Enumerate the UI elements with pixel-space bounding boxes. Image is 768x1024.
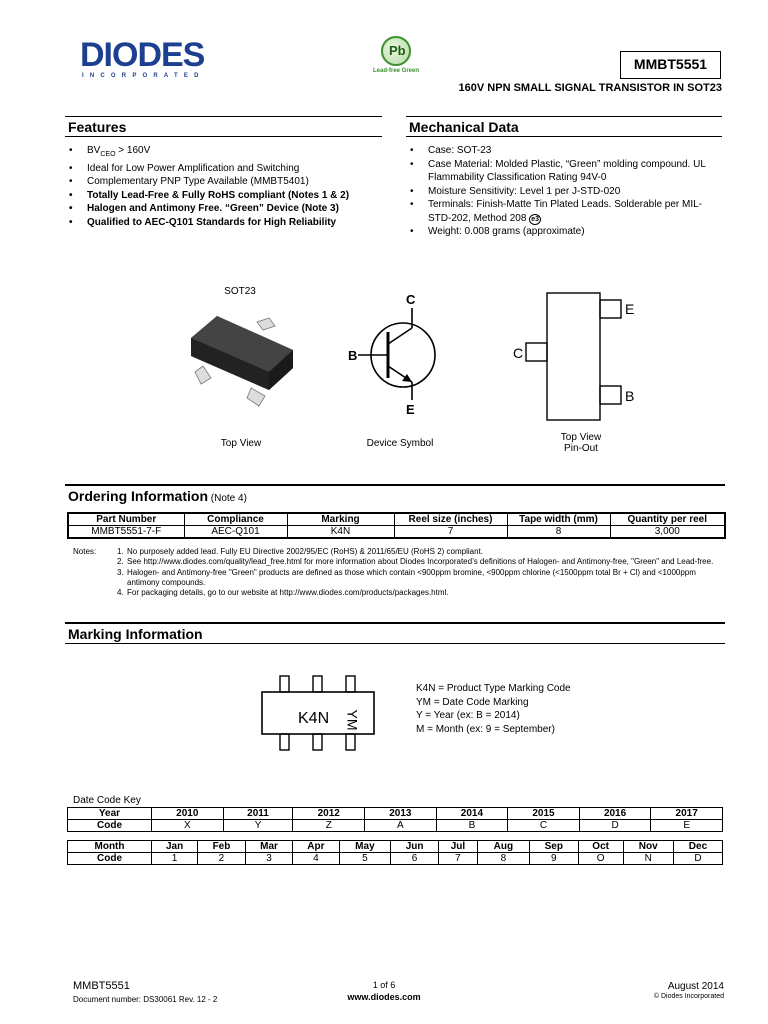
date-code-key-label: Date Code Key [73, 795, 141, 806]
features-heading: Features [65, 116, 382, 137]
marking-legend: K4N = Product Type Marking Code YM = Date Code Marking Y = Year (ex: B = 2014) M = Month (ex: 9 = September) [416, 683, 571, 735]
mechanical-heading: Mechanical Data [406, 116, 722, 137]
year-code-table [67, 807, 723, 832]
table-row: Code X Y Z A B C D E [68, 820, 723, 832]
package-label: SOT23 [224, 286, 256, 297]
table-row: MMBT5551-7-F AEC-Q101 K4N 7 8 3,000 [68, 526, 725, 539]
notes-block [73, 547, 723, 598]
pinout-pin-b: B [625, 388, 635, 404]
footer-part: MMBT5551 [73, 980, 130, 992]
pinout-diagram [520, 290, 630, 424]
list-item: • Ideal for Low Power Amplification and Switching [65, 162, 385, 176]
footer-website-link[interactable]: www.diodes.com [347, 992, 421, 1002]
pinout-pin-c: C [513, 345, 524, 361]
leadfree-symbol: Pb [389, 43, 406, 58]
month-code-table [67, 840, 723, 865]
table-row: Month Jan Feb Mar Apr May Jun Jul Aug Sep Oct Nov Dec [68, 841, 723, 853]
footer-date: August 2014 [667, 981, 724, 992]
features-list [65, 144, 385, 229]
ordering-heading: Ordering Information (Note 4) [65, 484, 725, 505]
list-item: • Case Material: Molded Plastic, “Green” molding compound. UL Flammability Classification Rating 94V-0 [406, 158, 724, 185]
leaf-icon [381, 36, 411, 66]
list-item: • Totally Lead-Free & Fully RoHS compliant (Notes 1 & 2) [65, 189, 385, 203]
list-item: • Halogen and Antimony Free. “Green” Device (Note 3) [65, 202, 385, 216]
note-item: 4. For packaging details, go to our website at http://www.diodes.com/products/packages.html. [117, 588, 449, 598]
device-symbol-caption: Device Symbol [366, 438, 434, 449]
leadfree-label: Lead-free Green [372, 68, 420, 74]
company-logo-subtitle: INCORPORATED [82, 73, 205, 79]
lead-free-badge [372, 36, 420, 74]
footer-copyright: © Diodes Incorporated [653, 993, 724, 1000]
symbol-pin-b: B [348, 348, 358, 363]
symbol-pin-e: E [406, 402, 415, 417]
ordering-table [67, 512, 726, 539]
list-item: • $BV_{CEO} > 160V$ [65, 144, 385, 162]
pinout-pin-e: E [625, 301, 635, 317]
note-item: 1. No purposely added lead. Fully EU Directive 2002/95/EC (RoHS) & 2011/65/EU (RoHS 2) compliant. [117, 547, 484, 556]
mechanical-list [406, 144, 724, 239]
chip-code-text: K4N [298, 710, 330, 727]
company-logo: DIODES [80, 36, 205, 74]
table-header-row: Part Number Compliance Marking Reel size (inches) Tape width (mm) Quantity per reel [68, 513, 725, 526]
table-row: Year 2010 2011 2012 2013 2014 2015 2016 2017 [68, 808, 723, 820]
list-item: • Moisture Sensitivity: Level 1 per J-STD-020 [406, 185, 724, 199]
notes-label: Notes: [73, 547, 97, 556]
list-item: • Terminals: Finish-Matte Tin Plated Leads. Solderable per MIL-STD-202, Method 208 e3 [406, 198, 724, 225]
pinout-caption: Top View Pin-Out [560, 432, 602, 454]
note-item: 3. Halogen- and Antimony-free "Green" products are defined as those which contain <900ppm bromine, <900ppm chlorine (<1500ppm total Br + Cl) and <1000ppm antimony compounds. [117, 567, 696, 587]
top-view-caption: Top View [220, 438, 262, 449]
document-subtitle: 160V NPN SMALL SIGNAL TRANSISTOR IN SOT23 [458, 82, 722, 94]
chip-date-text: YM [344, 709, 361, 731]
list-item: • Case: SOT-23 [406, 144, 724, 158]
symbol-pin-c: C [406, 292, 416, 307]
list-item: • Complementary PNP Type Available (MMBT5401) [65, 175, 385, 189]
note-item: 2. See http://www.diodes.com/quality/lead_free.html for more information about Diodes Incorporated’s definitions of Halogen- and Antimony-free, "Green" and Lead-free. [117, 557, 714, 567]
list-item: • Weight: 0.008 grams (approximate) [406, 225, 724, 239]
table-row: Code 1 2 3 4 5 6 7 8 9 O N D [68, 853, 723, 865]
sot23-package-image [185, 310, 305, 420]
marking-heading: Marking Information [65, 622, 725, 644]
footer-page: 1 of 6 [372, 980, 396, 990]
list-item: • Qualified to AEC-Q101 Standards for High Reliability [65, 216, 385, 230]
e3-mark-icon: e3 [529, 214, 541, 225]
footer-doc-number: Document number: DS30061 Rev. 12 - 2 [73, 995, 218, 1004]
part-number-box: MMBT5551 [620, 51, 721, 79]
